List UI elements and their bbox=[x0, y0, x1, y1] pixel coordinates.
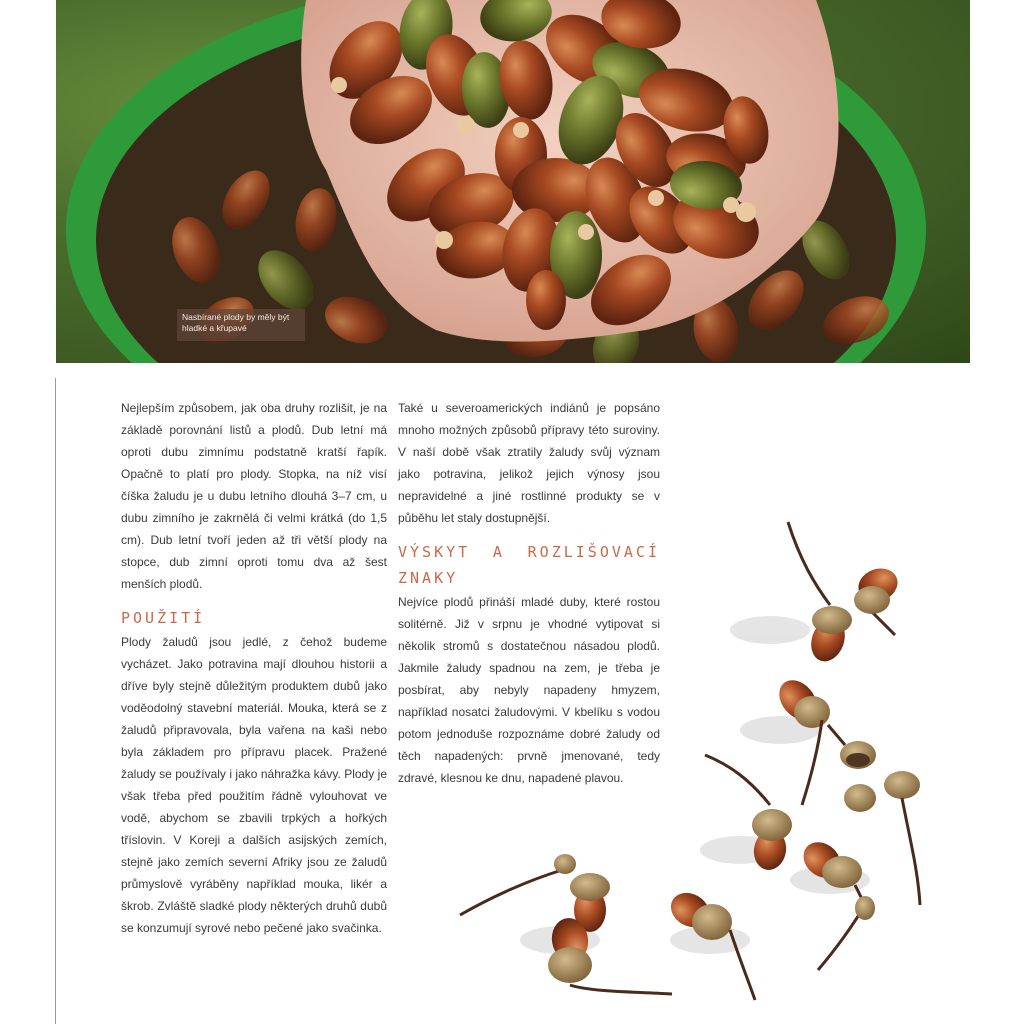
acorn-illustration bbox=[440, 500, 940, 1020]
right-paragraph-2: Nejvíce plodů přináší mladé duby, které rostou solitérně. Již v srpnu je vhodné vytipovat si několik stromů s dostatečnou násadou plodů. Jakmile žaludy spadnou na zem, je třeba je posbírat, aby nebyly napadeny hmyzem, například nosatci žaludovými. V kbelíku s vodou potom jednoduše rozpoznáme dobré žaludy od těch napadených: prvně jmenované, tedy zdravé, klesnou ke dnu, napadené plavou. bbox=[398, 595, 660, 785]
page-margin-rule bbox=[55, 378, 56, 1024]
left-paragraph-1: Nejlepším způsobem, jak oba druhy rozlišit, je na základě porovnání listů a plodů. Dub letní má oproti dubu zimnímu podstatně kratší řapík. Opačně to platí pro plody. Stopka, na níž visí číška žaludu je u dubu letního dlouhá 3–7 cm, u dubu zimního je zakrnělá či velmi krátká (do 1,5 cm). Dub letní tvoří jeden až tři větší plody na stopce, dub zimní oproti tomu dva až šest menších plodů. bbox=[121, 401, 387, 591]
photo-caption: Nasbírané plody by měly být hladké a křupavé bbox=[177, 309, 305, 341]
section-heading-vyskyt: VÝSKYT A ROZLIŠOVACÍ ZNAKY bbox=[398, 543, 660, 587]
left-paragraph-2: Plody žaludů jsou jedlé, z čehož budeme vycházet. Jako potravina mají dlouhou historii a dříve byly stejně důležitým produktem dubů jako voděodolný stavební materiál. Mouka, která se z žaludů připravovala, byla vařena na kaši nebo byla základem pro přípravu placek. Pražené žaludy se používaly i jako náhražka kávy. Plody je však třeba před použitím řádně vylouhovat ve vodě, abychom se zbavili trpkých a hořkých tříslovin. V Koreji a dalších asijských zemích, stejně jako zemích severní Afriky jsou ze žaludů průmyslově vyráběny například mouka, likér a škrob. Zvláště sladké plody některých druhů dubů se konzumují syrové nebo pečené jako svačinka. bbox=[121, 635, 387, 935]
acorn-cluster-1 bbox=[788, 522, 902, 666]
hero-photo-acorns-in-hands bbox=[56, 0, 970, 363]
text-column-left bbox=[121, 397, 387, 939]
acorn-cluster-5 bbox=[460, 854, 672, 994]
section-heading-pouziti: POUŽITÍ bbox=[121, 609, 206, 627]
right-paragraph-1: Také u severoamerických indiánů je popsáno mnoho možných způsobů přípravy této suroviny. V naší době však ztratily žaludy svůj význam jako potravina, jelikož jejich výnosy jsou nepravidelné a jiné rostlinné produkty se v půběhu let staly dostupnější. bbox=[398, 401, 660, 525]
acorn-cluster-4 bbox=[796, 835, 875, 970]
